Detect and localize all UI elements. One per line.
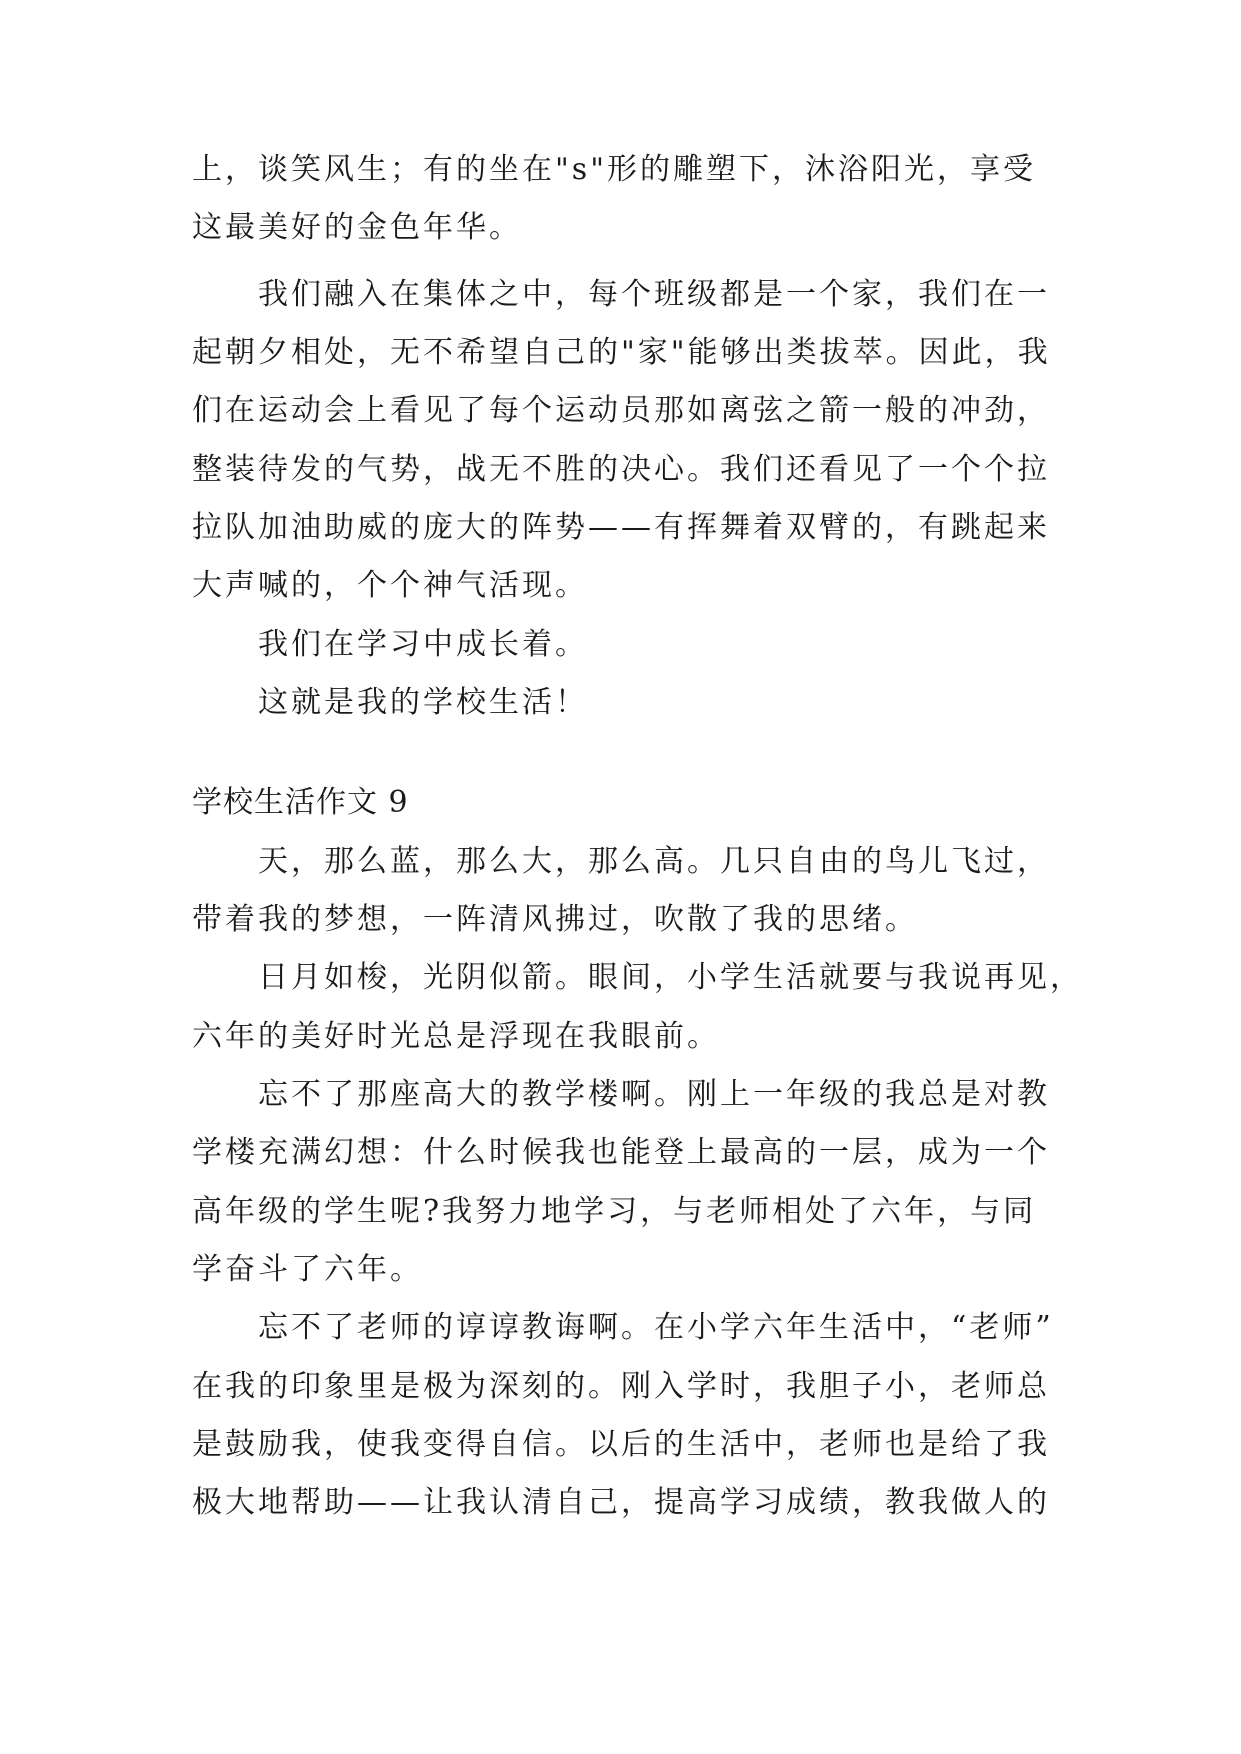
text-line: 极大地帮助——让我认清自己，提高学习成绩，教我做人的 [192,1485,1050,1520]
text-line: 带着我的梦想，一阵清风拂过，吹散了我的思绪。 [192,902,918,937]
text-line: 是鼓励我，使我变得自信。以后的生活中，老师也是给了我 [192,1427,1050,1462]
text-line: 整装待发的气势，战无不胜的决心。我们还看见了一个个拉 [192,452,1050,487]
text-line: 这最美好的金色年华。 [192,210,522,245]
paragraph-start-line: 这就是我的学校生活！ [258,685,588,720]
text-line: 上，谈笑风生；有的坐在"s"形的雕塑下，沐浴阳光，享受 [192,152,1036,187]
text-line: 六年的美好时光总是浮现在我眼前。 [192,1019,720,1054]
text-line: 大声喊的，个个神气活现。 [192,568,588,603]
text-line: 拉队加油助威的庞大的阵势——有挥舞着双臂的，有跳起来 [192,510,1050,545]
paragraph-start-line: 忘不了那座高大的教学楼啊。刚上一年级的我总是对教 [258,1077,1050,1112]
text-line: 起朝夕相处，无不希望自己的"家"能够出类拔萃。因此，我 [192,335,1051,370]
text-line: 们在运动会上看见了每个运动员那如离弦之箭一般的冲劲， [192,393,1050,428]
paragraph-start-line: 日月如梭，光阴似箭。眼间，小学生活就要与我说再见， [258,960,1083,995]
section-heading: 学校生活作文 9 [192,785,409,820]
text-line: 高年级的学生呢?我努力地学习，与老师相处了六年，与同 [192,1194,1037,1229]
paragraph-start-line: 忘不了老师的谆谆教诲啊。在小学六年生活中，“老师” [258,1310,1054,1345]
text-line: 学奋斗了六年。 [192,1252,423,1287]
text-line: 在我的印象里是极为深刻的。刚入学时，我胆子小，老师总 [192,1369,1050,1404]
paragraph-start-line: 我们融入在集体之中，每个班级都是一个家，我们在一 [258,277,1050,312]
text-line: 学楼充满幻想：什么时候我也能登上最高的一层，成为一个 [192,1135,1050,1170]
paragraph-start-line: 天，那么蓝，那么大，那么高。几只自由的鸟儿飞过， [258,844,1050,879]
paragraph-start-line: 我们在学习中成长着。 [258,627,588,662]
